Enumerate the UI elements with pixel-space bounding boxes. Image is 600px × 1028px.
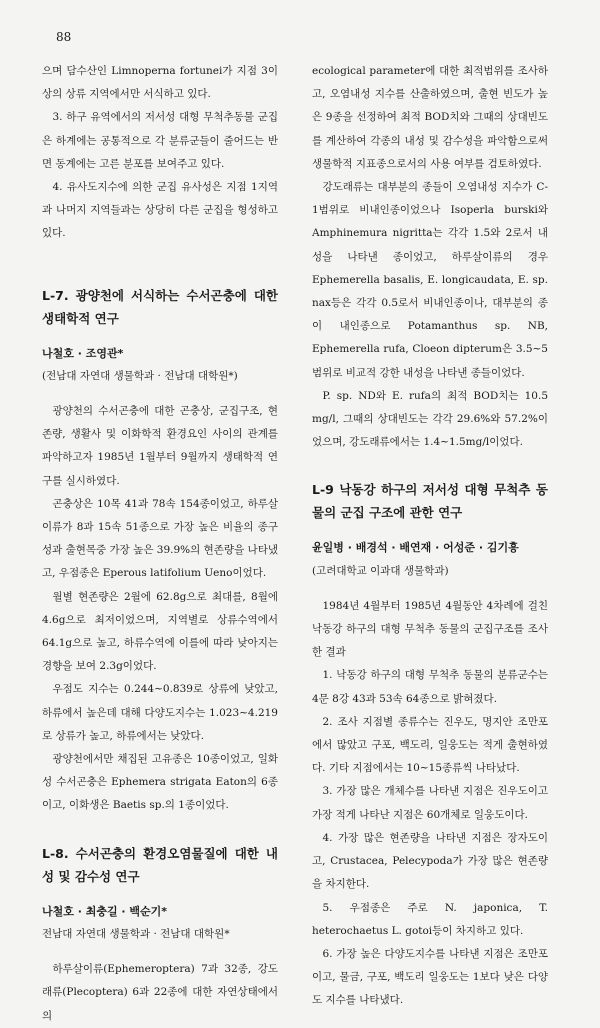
paragraph: 우점도 지수는 0.244∼0.839로 상류에 낮았고, 하류에서 높은데 대해 다양도지수는 1.023∼4.219로 상류가 높고, 하류에서는 낮았다. — [42, 683, 278, 742]
paragraph: 광양천의 수서곤충에 대한 곤충상, 군집구조, 현존량, 생활사 및 이화학적 환경요인 사이의 관계를 파악하고자 1985년 1월부터 9월까지 생태학적 연구를 실시하였다. — [42, 405, 278, 487]
section-title: L-8. 수서곤충의 환경오염물질에 대한 내성 및 감수성 연구 — [42, 845, 278, 884]
page-number: 88 — [56, 30, 72, 44]
affiliation: (고려대학교 이과대 생물학과) — [312, 564, 449, 577]
list-item: 3. 가장 많은 개체수를 나타낸 지점은 진우도이고 가장 적게 나타난 지점은 60개체로 일웅도이다. — [312, 785, 548, 821]
affiliation: (전남대 자연대 생물학과 · 전남대 대학원*) — [42, 369, 238, 382]
paragraph: 강도래류는 대부분의 종들이 오염내성 지수가 C-1범위로 비내인종이었으나 Isoperla burski와 Amphinemura nigritta는 각각 1.5와 2로서 내성을 나타낸 종이었고, 하루살이류의 경우 Ephemerella basalis, E. longicaudata, E. sp. nax등은 각각 0.5로서 비내인종이나, 대부분의 종이 내인종으로 Potamanthus sp. NB, Ephemerella rufa, Cloeon dipterum은 3.5∼5범위로 비교적 강한 내성을 나타낸 종들이었다. — [312, 181, 548, 379]
paragraph: 1984년 4월부터 1985년 4월동안 4차례에 걸친 낙동강 하구의 대형 무척추 동물의 군집구조를 조사한 결과 — [312, 599, 548, 659]
right-column — [312, 60, 548, 1013]
paragraph: 4. 유사도지수에 의한 군집 유사성은 지점 1지역과 나머지 지역들과는 상당히 다른 군집을 형성하고 있다. — [42, 181, 278, 240]
list-item: 2. 조사 지점별 종류수는 진우도, 명지안 조만포에서 많았고 구포, 백도리, 일웅도는 적게 출현하였다. 기타 지점에서는 10∼15종류씩 나타났다. — [312, 715, 548, 775]
list-item: 5. 우점종은 주로 N. japonica, T. heterochaetus L. gotoi등이 차지하고 있다. — [312, 901, 548, 937]
paragraph: ecological parameter에 대한 최적범위를 조사하고, 오염내성 지수를 산출하였으며, 출현 빈도가 높은 9종을 선정하여 최적 BOD치와 그때의 상대빈도를 계산하여 각종의 내성 및 감수성을 파악함으로써 생물학적 지표종으로서의 사용 여부를 검토하였다. — [312, 65, 548, 170]
section-title: L-7. 광양천에 서식하는 수서곤충에 대한 생태학적 연구 — [42, 287, 278, 326]
paragraph: 월별 현존량은 2월에 62.8g으로 최대를, 8월에 4.6g으로 최저이었으며, 지역별로 상류수역에서 64.1g으로 높고, 하류수역에 이를에 따라 낮아지는 경향을 보여 2.3g이었다. — [42, 590, 278, 673]
list-item: 1. 낙동강 하구의 대형 무척추 동물의 분류군수는 4문 8강 43과 53속 64종으로 밝혀졌다. — [312, 669, 548, 705]
list-item: 6. 가장 높은 다양도지수를 나타낸 지점은 조만포이고, 물금, 구포, 백도리 일웅도는 1보다 낮은 다양도 지수를 나타냈다. — [312, 947, 548, 1007]
authors: 윤일병 · 배경석 · 배연재 · 어성준 · 김기흥 — [312, 541, 519, 555]
paragraph: 하루살이류(Ephemeroptera) 7과 32종, 강도래류(Plecoptera) 6과 22종에 대한 자연상태에서의 — [42, 963, 278, 1022]
affiliation: 전남대 자연대 생물학과 · 전남대 대학원* — [42, 927, 230, 940]
left-column — [42, 60, 278, 1028]
list-item: 4. 가장 많은 현존량을 나타낸 지점은 장자도이고, Crustacea, Pelecypoda가 가장 많은 현존량을 차지한다. — [312, 831, 548, 891]
authors: 나철호 · 조영관* — [42, 346, 124, 360]
paragraph: 3. 하구 유역에서의 저서성 대형 무척추동물 군집은 하계에는 공통적으로 각 분류군들이 줄어드는 반면 동계에는 고른 분포를 보여주고 있다. — [42, 111, 278, 170]
paragraph: P. sp. ND와 E. rufa의 최적 BOD치는 10.5 mg/l, 그때의 상대빈도는 각각 29.6%와 57.2%이었으며, 강도래류에서는 1.4∼1.5mg/l이었다. — [312, 389, 548, 449]
paragraph: 광양천에서만 채집된 고유종은 10종이었고, 일화성 수서곤충은 Ephemera strigata Eaton의 6종이고, 이화생은 Baetis sp.의 1종이었다. — [42, 753, 278, 812]
authors: 나철호 · 최충길 · 백순기* — [42, 904, 168, 918]
paragraph: 곤충상은 10목 41과 78속 154종이었고, 하루살이류가 8과 15속 51종으로 가장 높은 비율의 종구성과 출현목중 가장 높은 39.9%의 현존량을 나타냈고, 우점종은 Eperous latifolium Ueno이었다. — [42, 497, 278, 580]
paragraph: 으며 담수산인 Limnoperna fortunei가 지점 3이상의 상류 지역에서만 서식하고 있다. — [42, 65, 278, 101]
section-title: L-9 낙동강 하구의 저서성 대형 무척추 동물의 군집 구조에 관한 연구 — [312, 482, 548, 521]
